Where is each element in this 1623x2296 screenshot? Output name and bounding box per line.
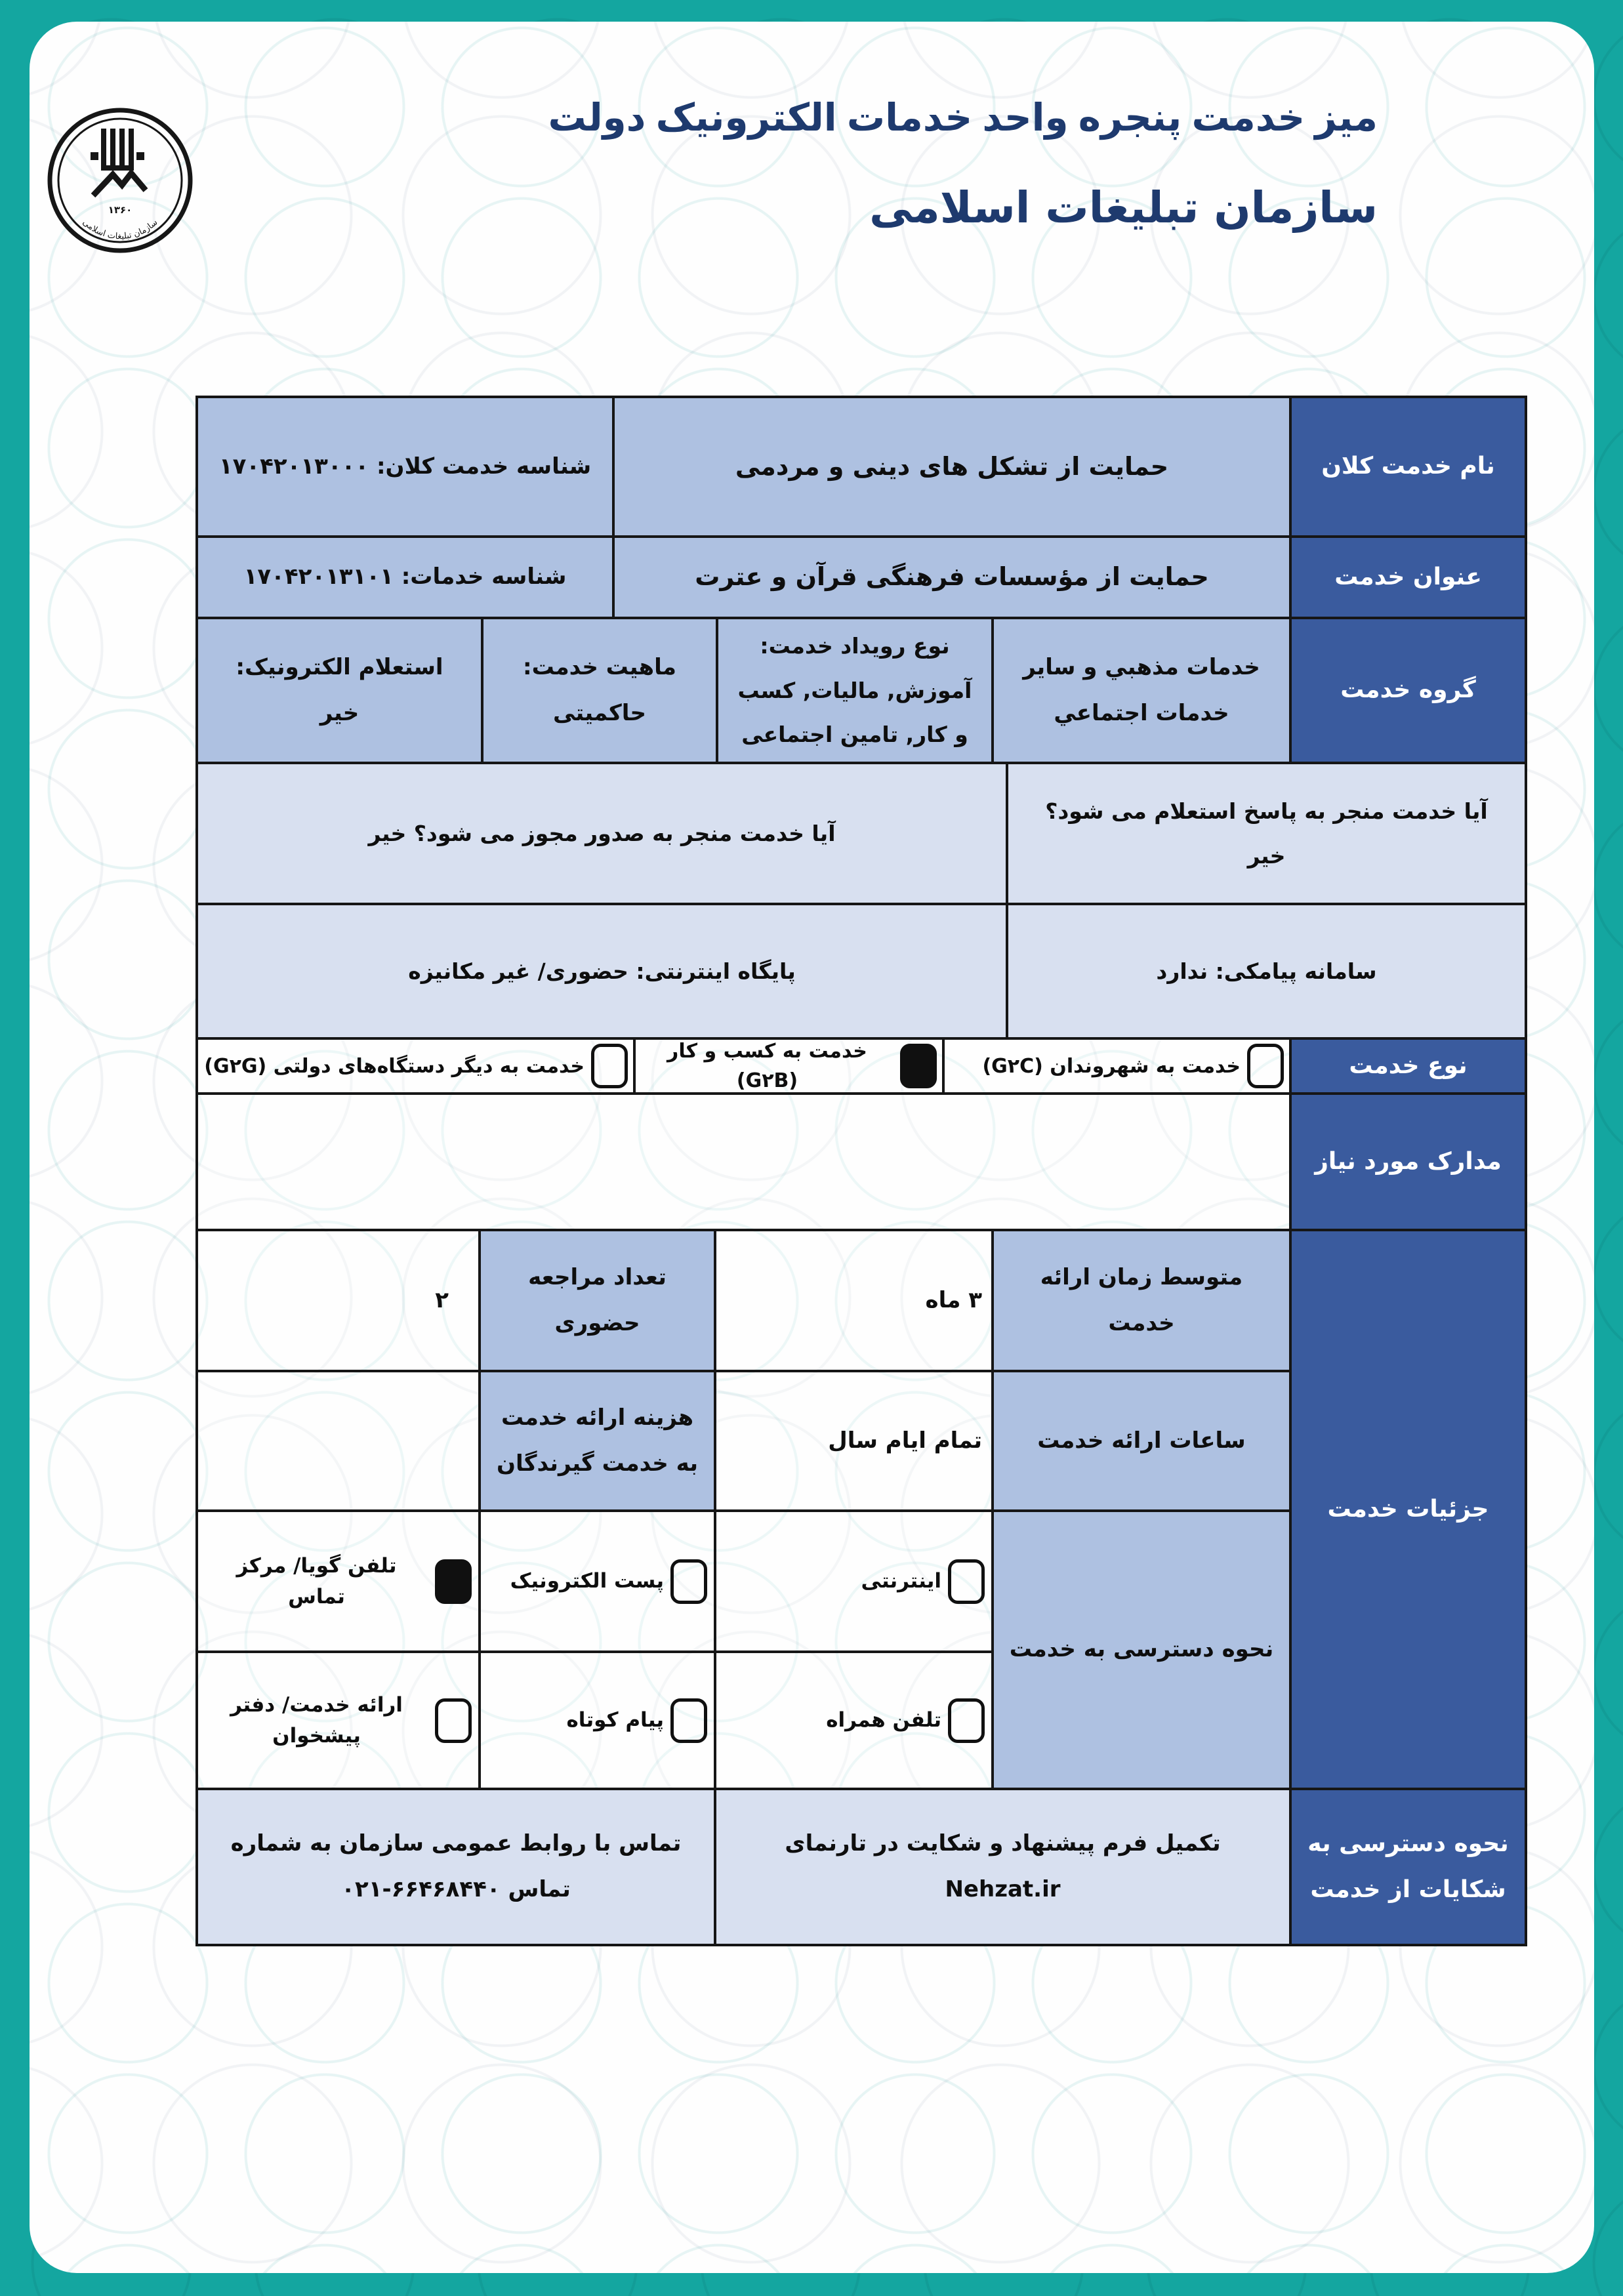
page-title: میز خدمت پنجره واحد خدمات الکترونیک دولت — [548, 95, 1378, 140]
cost-label: هزینه ارائه خدمت به خدمت گیرندگان — [480, 1371, 715, 1511]
macro-service-id: شناسه خدمت کلان: ۱۷۰۴۲۰۱۳۰۰۰ — [197, 397, 613, 537]
service-type-header: نوع خدمت — [1290, 1038, 1526, 1094]
access-label: نحوه دسترسی به خدمت — [993, 1511, 1290, 1789]
cost-value — [197, 1371, 480, 1511]
org-logo-icon — [45, 105, 195, 256]
complaints-web: تکمیل فرم پیشنهاد و شکایت در تارنمای Nehzat.ir — [715, 1789, 1290, 1945]
logo-kufic-allah-icon — [91, 129, 146, 195]
access-email — [480, 1511, 715, 1652]
service-nature: ماهیت خدمت: حاکمیتی — [482, 618, 717, 763]
macro-service-header: نام خدمت کلان — [1290, 397, 1526, 537]
logo-year: ۱۳۶۰ — [108, 204, 133, 216]
g2g-checkbox[interactable] — [591, 1044, 628, 1088]
g2c-checkbox[interactable] — [1247, 1044, 1284, 1088]
g2g-label: خدمت به دیگر دستگاه‌های دولتی (G۲G) — [204, 1054, 585, 1078]
office-label: ارائه خدمت/ دفتر پیشخوان — [230, 1693, 403, 1748]
inquiry-question: آیا خدمت منجر به پاسخ استعلام می شود؟ خیر — [1007, 763, 1526, 904]
g2b-label: خدمت به کسب و کار (G۲B) — [667, 1040, 867, 1092]
service-title-name: حمایت از مؤسسات فرهنگی قرآن و عترت — [613, 537, 1290, 618]
website-info: پایگاه اینترنتی: حضوری/ غیر مکانیزه — [197, 904, 1007, 1038]
visits-label: تعداد مراجعه حضوری — [480, 1230, 715, 1371]
complaints-phone: تماس با روابط عمومی سازمان به شماره تماس ۶۶۴۶۸۴۴۰-۰۲۱ — [197, 1789, 715, 1945]
ivr-label: تلفن گویا/ مرکز تماس — [236, 1554, 397, 1609]
mobile-label: تلفن همراه — [826, 1708, 941, 1732]
service-id: شناسه خدمات: ۱۷۰۴۲۰۱۳۱۰۱ — [197, 537, 613, 618]
email-checkbox[interactable] — [670, 1559, 707, 1604]
mobile-checkbox[interactable] — [948, 1698, 985, 1743]
hours-label: ساعات ارائه خدمت — [993, 1371, 1290, 1511]
org-name-title: سازمان تبلیغات اسلامی — [869, 182, 1378, 233]
avg-time-value: ۳ ماه — [715, 1230, 993, 1371]
access-mobile — [715, 1652, 993, 1789]
required-documents-header: مدارک مورد نیاز — [1290, 1094, 1526, 1230]
avg-time-label: متوسط زمان ارائه خدمت — [993, 1230, 1290, 1371]
service-group-header: گروه خدمت — [1290, 618, 1526, 763]
macro-service-name: حمایت از تشکل های دینی و مردمی — [613, 397, 1290, 537]
license-question: آیا خدمت منجر به صدور مجوز می شود؟ خیر — [197, 763, 1007, 904]
required-documents-content — [197, 1094, 1290, 1230]
access-office — [197, 1652, 480, 1789]
internet-checkbox[interactable] — [948, 1559, 985, 1604]
email-label: پست الکترونیک — [510, 1569, 664, 1593]
electronic-inquiry: استعلام الکترونیک: خیر — [197, 618, 482, 763]
g2c-label: خدمت به شهروندان (G۲C) — [982, 1054, 1241, 1078]
access-internet — [715, 1511, 993, 1652]
service-details-header: جزئیات خدمت — [1290, 1230, 1526, 1789]
visits-value: ۲ — [197, 1230, 480, 1371]
service-event-type: نوع رویداد خدمت: آموزش, مالیات, کسب و کار, تامین اجتماعی — [717, 618, 993, 763]
ivr-checkbox[interactable] — [435, 1559, 472, 1604]
office-checkbox[interactable] — [435, 1698, 472, 1743]
service-title-header: عنوان خدمت — [1290, 537, 1526, 618]
sms-system: سامانه پیامکی: ندارد — [1007, 904, 1526, 1038]
logo-org-text: سازمان تبلیغات اسلامی — [80, 217, 160, 242]
complaints-header: نحوه دسترسی به شکایات از خدمت — [1290, 1789, 1526, 1945]
sms-checkbox[interactable] — [670, 1698, 707, 1743]
hours-value: تمام ایام سال — [715, 1371, 993, 1511]
sms-label: پیام کوتاه — [566, 1708, 664, 1732]
service-type-g2c — [943, 1038, 1290, 1094]
content-card — [30, 22, 1594, 2273]
access-ivr — [197, 1511, 480, 1652]
service-group-category: خدمات مذهبي و ساير خدمات اجتماعي — [993, 618, 1290, 763]
internet-label: اینترنتی — [861, 1569, 941, 1593]
service-type-g2g — [197, 1038, 634, 1094]
access-sms — [480, 1652, 715, 1789]
service-info-table — [197, 397, 1526, 1945]
service-type-g2b — [634, 1038, 943, 1094]
page-header — [548, 95, 1378, 234]
g2b-checkbox[interactable] — [900, 1044, 937, 1088]
